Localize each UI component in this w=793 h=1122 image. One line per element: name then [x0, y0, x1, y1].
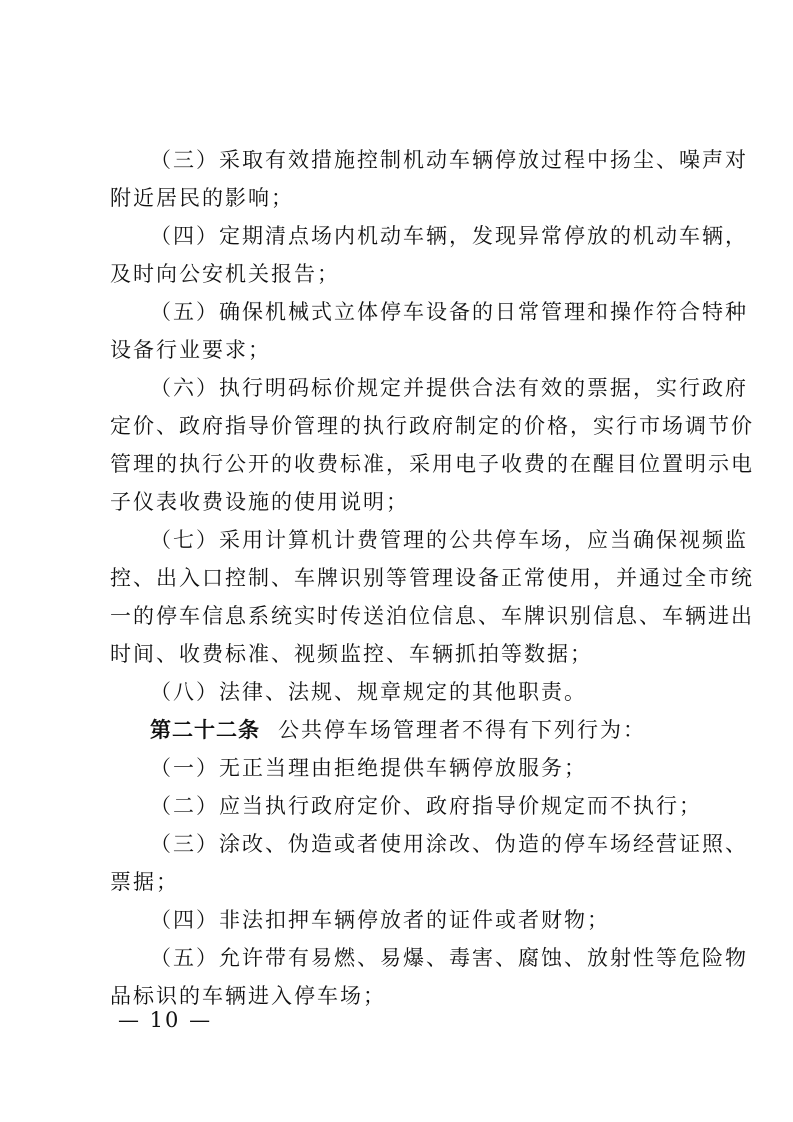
- paragraph-line: 一的停车信息系统实时传送泊位信息、车牌识别信息、车辆进出: [110, 604, 754, 628]
- paragraph-line: 设备行业要求；: [110, 338, 271, 362]
- article-line: [150, 715, 730, 745]
- paragraph-line: 及时向公安机关报告；: [110, 262, 340, 286]
- article-text: 公共停车场管理者不得有下列行为：: [278, 718, 646, 742]
- paragraph-line: （三）采取有效措施控制机动车辆停放过程中扬尘、噪声对: [150, 148, 748, 172]
- paragraph-line: （七）采用计算机计费管理的公共停车场，应当确保视频监: [150, 528, 748, 552]
- paragraph-line: （四）非法扣押车辆停放者的证件或者财物；: [150, 908, 610, 932]
- paragraph-line: （五）确保机械式立体停车设备的日常管理和操作符合特种: [150, 300, 748, 324]
- paragraph-line: 时间、收费标准、视频监控、车辆抓拍等数据；: [110, 642, 593, 666]
- paragraph-line: （六）执行明码标价规定并提供合法有效的票据，实行政府: [150, 376, 748, 400]
- paragraph-line: 票据；: [110, 870, 179, 894]
- paragraph-line: （四）定期清点场内机动车辆，发现异常停放的机动车辆，: [150, 224, 748, 248]
- paragraph-line: （一）无正当理由拒绝提供车辆停放服务；: [150, 756, 587, 780]
- paragraph-line: 定价、政府指导价管理的执行政府制定的价格，实行市场调节价: [110, 414, 754, 438]
- page-number: — 10 —: [118, 1008, 213, 1032]
- paragraph-line: （八）法律、法规、规章规定的其他职责。: [150, 680, 587, 704]
- paragraph-line: 子仪表收费设施的使用说明；: [110, 490, 409, 514]
- paragraph-line: （三）涂改、伪造或者使用涂改、伪造的停车场经营证照、: [150, 832, 748, 856]
- paragraph-line: 附近居民的影响；: [110, 186, 294, 210]
- paragraph-line: （二）应当执行政府定价、政府指导价规定而不执行；: [150, 794, 702, 818]
- article-heading: 第二十二条: [150, 718, 260, 742]
- paragraph-line: 控、出入口控制、车牌识别等管理设备正常使用，并通过全市统: [110, 566, 754, 590]
- paragraph-line: 品标识的车辆进入停车场；: [110, 984, 386, 1008]
- paragraph-line: （五）允许带有易燃、易爆、毒害、腐蚀、放射性等危险物: [150, 946, 748, 970]
- paragraph-line: 管理的执行公开的收费标准，采用电子收费的在醒目位置明示电: [110, 452, 754, 476]
